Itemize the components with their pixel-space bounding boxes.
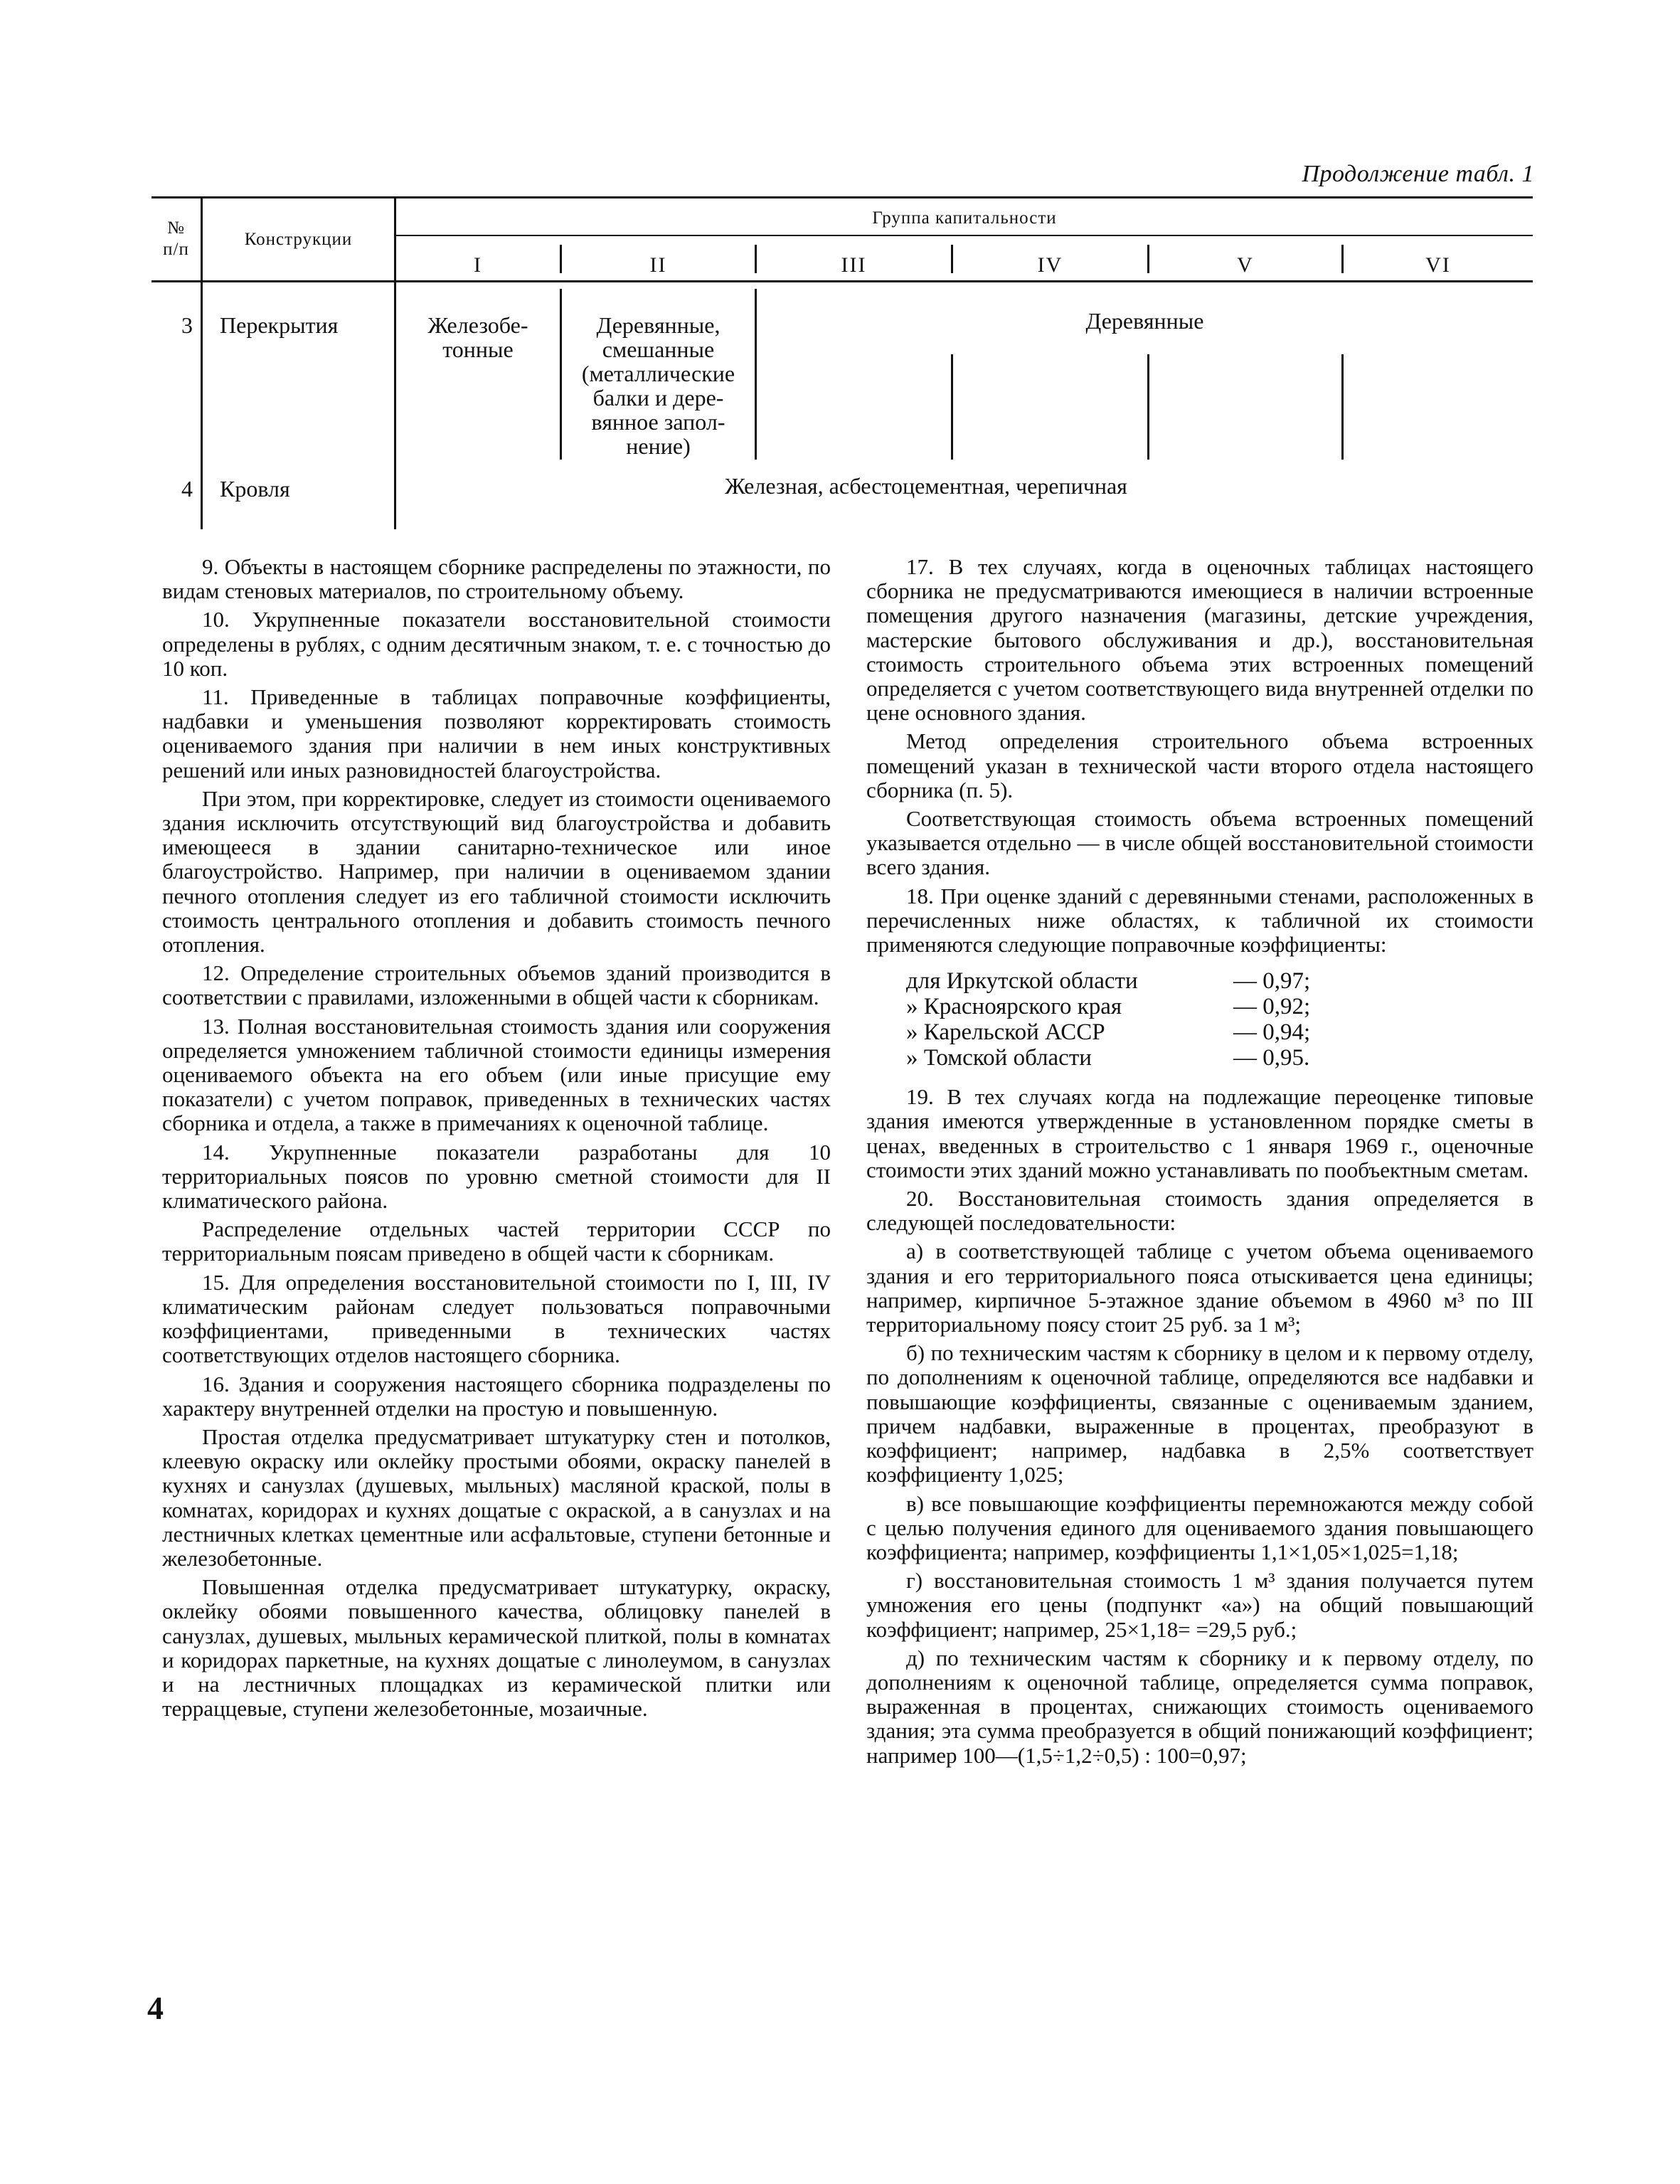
paragraph-14: 14. Укрупненные показатели разработаны для 10 территориальных поясов по уровню сметной стоимости для II климатического района. xyxy=(162,1139,831,1214)
coefficient-region: » Томской области xyxy=(906,1045,1092,1071)
row3-groups-3-6: Деревянные xyxy=(1085,308,1204,334)
row3-rule-4 xyxy=(1147,354,1149,460)
row3-group2-line-6: нение) xyxy=(626,433,691,459)
row3-group1 xyxy=(396,313,560,361)
col-group-header: Группа капитальности xyxy=(872,208,1057,228)
col-construction-header: Конструкции xyxy=(244,230,353,249)
row3-group2-line-4: балки и дере- xyxy=(592,385,724,410)
col-num-line-2: п/п xyxy=(163,240,189,259)
row3-group2-line-3: (металлические xyxy=(581,361,735,386)
paragraph-9: 9. Объекты в настоящем сборнике распределены по этажности, по видам стеновых материалов, по строительному объему. xyxy=(162,554,831,604)
row3-group1-line-1: Железобе- xyxy=(427,312,528,338)
paragraph-20: 20. Восстановительная стоимость здания определяется в следующей последовательности: xyxy=(866,1186,1533,1236)
paragraph-12: 12. Определение строительных объемов зданий производится в соответствии с правилами, изложенными в общей части к сборникам. xyxy=(162,960,831,1010)
coefficient-region: для Иркутской области xyxy=(906,968,1138,995)
row4-all-groups: Железная, асбестоцементная, черепичная xyxy=(725,473,1127,499)
right-text-column xyxy=(866,555,1533,1772)
paragraph-19: 19. В тех случаях когда на подлежащие переоценке типовые здания имеются утвержденные в установленном порядке сметы в ценах, введенных в строительство с 1 января 1969 г., оценочные стоимости этих зданий можно устанавливать по пообъектным сметам. xyxy=(866,1084,1533,1182)
paragraph-16-improved-finish: Повышенная отделка предусматривает штукатурку, окраску, оклейку обоями повышенного качества, облицовку панелей в санузлах, душевых, мыльных керамической плиткой, полы в комнатах и коридорах паркетные, на кухнях дощатые с линолеумом, в санузлах и на лестничных площадках из керамической плитки или терраццевые, ступени железобетонные, мозаичные. xyxy=(162,1574,831,1722)
paragraph-13: 13. Полная восстановительная стоимость здания или сооружения определяется умножением табличной стоимости единицы измерения оцениваемого объекта на его объем (или иные присущие ему показатели) с учетом поправок, приведенных в технических частях сборника и отдела, а также в примечаниях к оценочной таблице. xyxy=(162,1013,831,1136)
paragraph-18: 18. При оценке зданий с деревянными стенами, расположенных в перечисленных ниже областях, к табличной их стоимости применяются следующие поправочные коэффициенты: xyxy=(866,883,1533,958)
coefficient-row xyxy=(906,1019,1533,1045)
header-bottom-rule xyxy=(151,280,1533,282)
paragraph-17-method: Метод определения строительного объема встроенных помещений указан в технической части второго отдела настоящего сборника (п. 5). xyxy=(866,728,1533,802)
group-label-3: III xyxy=(841,253,867,277)
paragraph-16: 16. Здания и сооружения настоящего сборника подразделены по характеру внутренней отделки на простую и повышенную. xyxy=(162,1371,831,1421)
row3-group2-line-5: вянное запол- xyxy=(591,409,725,435)
table-continuation-caption: Продолжение табл. 1 xyxy=(1302,161,1534,187)
coefficient-value: — 0,94; xyxy=(1233,1019,1311,1046)
row4-number: 4 xyxy=(181,476,193,502)
group-label-2: II xyxy=(649,253,667,277)
paragraph-20-d: д) по техническим частям к сборнику и к первому отделу, по дополнениям к оценочной таблице, определяется сумма поправок, выраженная в процентах, снижающих стоимость оцениваемого здания; эта сумма преобразуется в общий понижающий коэффициент; например 100—(1,5÷1,2÷0,5) : 100=0,97; xyxy=(866,1645,1533,1768)
coefficient-value: — 0,95. xyxy=(1233,1045,1310,1071)
coefficient-row xyxy=(906,994,1533,1019)
row3-group2 xyxy=(562,313,755,458)
group-label-1: I xyxy=(474,253,482,277)
paragraph-11-cont: При этом, при корректировке, следует из стоимости оцениваемого здания исключить отсутствующий вид благоустройства и добавить имеющееся в здании санитарно-техническое или иное благоустройство. Например, при наличии в оцениваемом здании печного отопления следует из его табличной стоимости исключить стоимость центрального отопления и добавить стоимость печного отопления. xyxy=(162,785,831,958)
paragraph-17: 17. В тех случаях, когда в оценочных таблицах настоящего сборника не предусматриваются имеющиеся в наличии встроенные помещения другого назначения (магазины, детские учреждения, мастерские бытового обслуживания и др.), восстановительная стоимость строительного объема этих встроенных помещений определяется с учетом соответствующего вида внутренней отделки по цене основного здания. xyxy=(866,554,1533,726)
page-number: 4 xyxy=(147,1990,164,2026)
paragraph-20-a: а) в соответствующей таблице с учетом объема оцениваемого здания и его территориального пояса отыскивается цена единицы; например, кирпичное 5-этажное здание объемом в 4960 м³ по III территориальному поясу стоит 25 руб. за 1 м³; xyxy=(866,1239,1533,1337)
coefficient-value: — 0,97; xyxy=(1233,968,1311,995)
group-label-4: IV xyxy=(1037,253,1063,277)
paragraph-17-cost: Соответствующая стоимость объема встроенных помещений указывается отдельно — в числе общей восстановительной стоимости всего здания. xyxy=(866,806,1533,880)
row3-construction: Перекрытия xyxy=(220,312,339,338)
coefficient-region: » Карельской АССР xyxy=(906,1019,1105,1046)
row3-rule-5 xyxy=(1341,354,1344,460)
coefficient-list xyxy=(906,968,1533,1071)
row3-group1-line-2: тонные xyxy=(442,336,514,362)
coefficient-row xyxy=(906,968,1533,994)
coefficient-region: » Красноярского края xyxy=(906,994,1122,1020)
paragraph-10: 10. Укрупненные показатели восстановительной стоимости определены в рублях, с одним десятичным знаком, т. е. с точностью до 10 коп. xyxy=(162,607,831,681)
row3-group2-line-1: Деревянные, xyxy=(596,312,721,338)
row3-number: 3 xyxy=(181,312,193,338)
group-label-5: V xyxy=(1237,253,1254,277)
col-num-header xyxy=(151,218,201,260)
paragraph-20-g: г) восстановительная стоимость 1 м³ здания получается путем умножения его цены (подпункт «а») на общий повышающий коэффициент; например, 25×1,18= =29,5 руб.; xyxy=(866,1568,1533,1642)
group-label-6: VI xyxy=(1425,253,1451,277)
construction-table xyxy=(151,196,1533,538)
left-text-column xyxy=(162,555,831,1725)
group-header-rule xyxy=(394,235,1533,236)
paragraph-20-b: б) по техническим частям к сборнику в целом и к первому отделу, по дополнениям к оценочной таблице, определяются все надбавки и повышающие коэффициенты, связанные с оцениваемым зданием, причем надбавки, выраженные в процентах, преобразуют в коэффициент; например, надбавка в 2,5% соответствует коэффициенту 1,025; xyxy=(866,1340,1533,1488)
row3-group2-line-2: смешанные xyxy=(602,336,715,362)
coefficient-row xyxy=(906,1045,1533,1071)
paragraph-15: 15. Для определения восстановительной стоимости по I, III, IV климатическим районам следует пользоваться поправочными коэффициентами, приведенными в технических частях соответствующих отделов настоящего сборника. xyxy=(162,1269,831,1368)
table-top-rule xyxy=(151,196,1533,198)
paragraph-11: 11. Приведенные в таблицах поправочные коэффициенты, надбавки и уменьшения позволяют корректировать стоимость оцениваемого здания при наличии в нем иных конструктивных решений или иных разновидностей благоустройства. xyxy=(162,684,831,783)
col-num-line-1: № xyxy=(167,218,185,238)
paragraph-20-v: в) все повышающие коэффициенты перемножаются между собой с целью получения единого для оцениваемого здания повышающего коэффициента; например, коэффициенты 1,1×1,05×1,025=1,18; xyxy=(866,1490,1533,1564)
row4-construction: Кровля xyxy=(220,476,290,502)
coefficient-value: — 0,92; xyxy=(1233,994,1311,1020)
paragraph-16-simple-finish: Простая отделка предусматривает штукатурку стен и потолков, клеевую окраску или оклейку простыми обоями, окраску панелей в кухнях и санузлах (душевых, мыльных) масляной краской, полы в комнатах, коридорах и кухнях дощатые с окраской, а в санузлах и на лестничных клетках цементные или асфальтовые, ступени бетонные и железобетонные. xyxy=(162,1424,831,1571)
row3-rule-3 xyxy=(951,354,953,460)
paragraph-14-cont: Распределение отдельных частей территории СССР по территориальным поясам приведено в общей части к сборникам. xyxy=(162,1216,831,1266)
